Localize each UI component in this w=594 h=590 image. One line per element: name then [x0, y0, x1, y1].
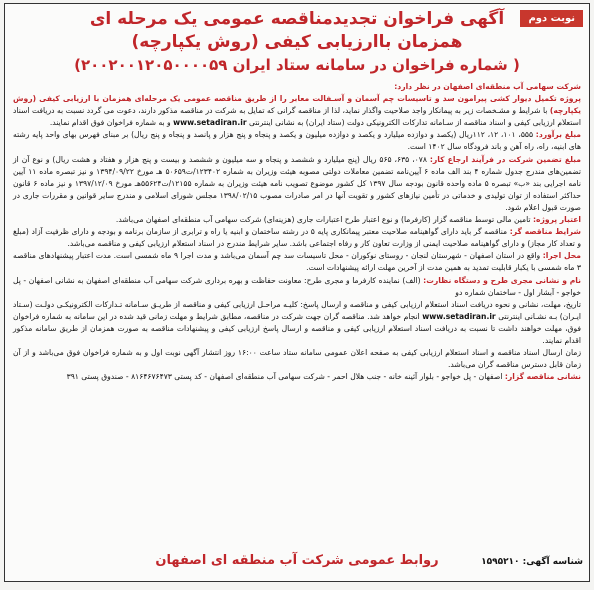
- place-paragraph: محل اجرا: واقع در استان اصفهان - شهرستان لنجان - روستای نوکوران - محل تاسیسات سد چم آسمان می‌باشد و مدت اجرا ۹ ماه شمسی است. مدت اعتبار پیشنهادهای مناقصه ۳ ماه شمسی با یکبار قابلیت تمدید به همین مدت از آخرین مهلت ارائه پیشنهادات است.: [13, 251, 581, 273]
- notice-body: [5, 77, 589, 383]
- notice-title: [65, 8, 529, 77]
- intro-line: شرکت سهامی آب منطقه‌ای اصفهان در نظر دارد:: [394, 82, 581, 91]
- project-title: پروژه تکمیل دیوار کشی پیرامون سد و تاسیسات چم آسمان و آسـفالت معابر را از طریق مناقصه عمومی یک مرحله‌ای همزمان با ارزیابی کیفی (روش یکپارچه): [13, 94, 581, 116]
- ad-id: شناسه آگهی: ۱۵۹۵۲۱۰: [481, 557, 583, 567]
- address-label: نشانی مناقصه گزار:: [504, 372, 581, 382]
- publisher-signature: روابط عمومی شرکت آب منطقه ای اصفهان: [155, 553, 439, 568]
- budget-paragraph: مبلغ برآورد: ۵۵۵، ۱۰۱، ۱۲، ۱۱۲ریال (یکصد و دوازده میلیارد و یکصد و دوازده میلیون و یکصد و پنجاه و پنج هزار و پانصد و پنجاه و پنج ریال) بر مبنای فهرس بهای واحد پایه رشته های ابنیه، راه، راه آهن و باند فرودگاه سال ۱۴۰۲ است.: [13, 130, 582, 152]
- conditions-paragraph: شرایط مناقصه گر: مناقصه گر باید دارای گواهینامه صلاحیت معتبر پیمانکاری پایه ۵ در رشته ساختمان و ابنیه یا راه و ترابری از سازمان برنامه و بودجه و دارای ظرفیت آزاد (مبلغ و تعداد کار مجاز) و دارای گواهینامه صلاحیت ایمنی از وزارت تعاون کار و رفاه اجتماعی باشد. سایر شرایط مندرج در اسناد استعلام ارزیابی کیفی و مناقصه می‌باشد.: [13, 227, 581, 249]
- guarantee-paragraph: مبلغ تضمین شرکت در فرآیند ارجاع کار: ۰۷۸، ۶۳۵، ۵۶۵ ریال (پنج میلیارد و ششصد و پنجاه و سه میلیون و ششصد و بیست و پنج هزار و هفتاد و هشت ریال) و نوع آن از تضمین‌های مندرج جدول شماره ۴ بند الف ماده ۶ آیین‌نامه تضمین معاملات دولتی مصوبه هیئت وزیران به شماره ۱۲۳۴۰۲/ت۵۰۶۵۹ هـ مورخ ۱۳۹۴/۰۹/۲۲ و نیز تبصره ماده ۱۱ آیین نامه اجرایی بند «ب» تبصره ۵ ماده واحده قانون بودجه سال ۱۳۹۷ کل کشور موضوع تصویب نامه هیئت وزیران به شماره ۱۲۱۵۵/ت۵۵۶۲۴هـ مورخ ۱۳۹۷/۱۲/۰۹ و نیز ماده ۶ قانون حداکثر استفاده از توان تولیدی و خدماتی در تأمین نیازهای کشور و تقویت آنها در امر صادرات مصوب ۱۳۹۸/۰۲/۱۵ مجلس شورای اسلامی و مندرج سایر قوانین و مقررات جاری در صورت قبول اعلام شود.: [13, 154, 582, 212]
- address-paragraph: نشانی مناقصه گزار: اصفهان - پل خواجو - بلوار آئینه خانه - جنب هلال احمر - شرکت سهامی آب منطقه‌ای اصفهان - کد پستی ۸۱۶۴۶۷۶۴۷۳ - صندوق پستی ۳۹۱: [66, 372, 581, 382]
- schedule-paragraph: تاریخ، مهلت، نشانی و نحوه دریافت اسناد استعلام ارزیابی کیفی و مناقصه و ارسال پاسخ: کلیـه مراحـل ارزیابی کیفی و مناقصه از طریـق سـامانه تـدارکات الکترونیکـی دولـت (سـتاد ایـران) بـه نشـانی اینترنتی www.setadiran.ir انجام خواهد شد. مناقصه گران جهت شرکت در مناقصه، مطابق شرایط و مهلت زمانی قید شده در این سامانه به شماره فراخوان فوق، مهلت خواهند داشت تا نسبت به دریافت اسناد استعلام ارزیابی کیفی و مناقصه و ارسال پاسخ ارزیابی کیفی و پیشنهادات مناقصه به صورت همزمان از طریق سامانه مذکور اقدام نمایند.: [13, 299, 582, 345]
- project-paragraph: پروژه تکمیل دیوار کشی پیرامون سد و تاسیسات چم آسمان و آسـفالت معابر را از طریق مناقصه عمومی یک مرحله‌ای همزمان با ارزیابی کیفی (روش یکپارچه) با شرایط و مشـخصات زیر به پیمانکار واجد صلاحیت واگذار نماید، لذا از مناقصه گرانی که تمایل به شرکت در مناقصه مذکور دارند، دعوت می گردد نسبت به دریافت اسناد استعلام ارزیابی کیفی و اسناد مناقصه از سـامانه تدارکات الکترونیکی دولت (ستاد ایران) به نشانی اینترنتی www.setadiran.ir و به شماره فراخوان فوق اقدام نمایند.: [13, 94, 581, 128]
- time-paragraph: زمان ارسال اسناد مناقصه و اسناد استعلام ارزیابی کیفی به صفحه اعلان عمومی سامانه ستاد ساعت ۱۶:۰۰ روز انتشار آگهی نوبت اول و به شماره فراخوان فوق می‌باشد و از آن زمان قابل دسترس مناقصه گران می‌باشد.: [13, 348, 581, 370]
- setadiran-link-2[interactable]: www.setadiran.ir: [422, 311, 496, 321]
- round-badge: نوبت دوم: [520, 10, 583, 27]
- employer-label: نام و نشانی مجری طرح و دستگاه نظارت:: [423, 275, 581, 285]
- conditions-label: شرایط مناقصه گر:: [509, 227, 581, 237]
- title-line-3: (شماره فراخوان در سامانه ستاد ایران ۲۰۰۲۰۰۱۲۰۵۰۰۰۰۵۹ ): [74, 56, 520, 74]
- employer-paragraph: نام و نشانی مجری طرح و دستگاه نظارت: (الف) نماینده کارفرما و مجری طرح: معاونت حفاظت و بهره برداری شرکت سهامی آب منطقه‌ای اصفهان به نشانی اصفهان - پل خواجو - آبشار اول - ساختمان شماره دو: [13, 275, 581, 297]
- notice-footer: [5, 553, 589, 575]
- tender-notice: [4, 3, 590, 582]
- guarantee-label: مبلغ تضمین شرکت در فرآیند ارجاع کار:: [429, 154, 581, 164]
- title-line-2: همزمان باارزیابی کیفی (روش یکپارچه): [131, 32, 463, 52]
- validity-label: اعتبار پروژه:: [532, 215, 581, 225]
- place-label: محل اجرا:: [542, 251, 581, 261]
- budget-label: مبلغ برآورد:: [535, 130, 582, 140]
- validity-paragraph: اعتبار پروژه: تامین مالی توسط مناقصه گزار (کارفرما) و نوع اعتبار طرح اعتبارات جاری (هزینه‌ای) شرکت سهامی آب منطقه‌ای اصفهان می‌باشد.: [115, 215, 581, 225]
- setadiran-link[interactable]: www.setadiran.ir: [173, 118, 247, 128]
- title-line-1: آگهی فراخوان تجدیدمناقصه عمومی یک مرحله ای: [89, 9, 505, 29]
